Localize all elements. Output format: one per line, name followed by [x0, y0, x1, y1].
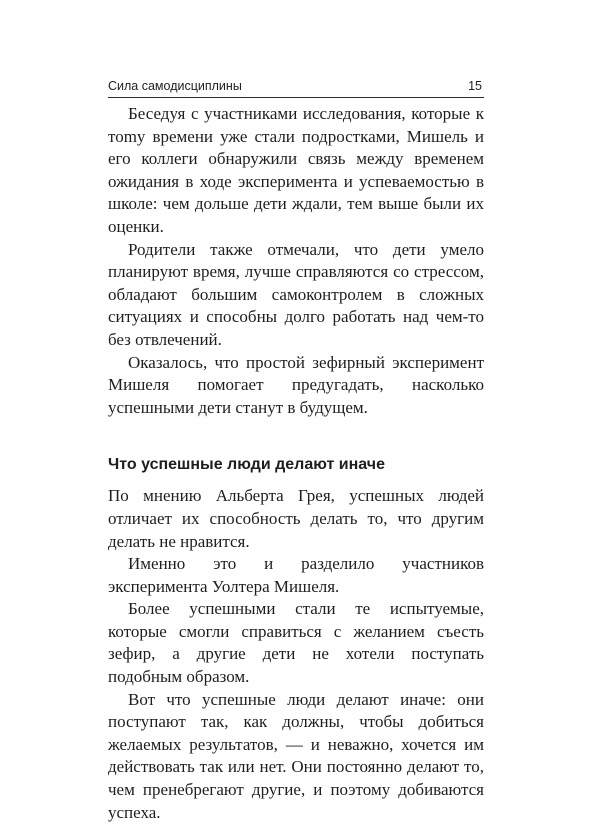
paragraph: Родители также отмечали, что дети умело планируют время, лучше справляются со стрессом, обладают большим самоконтролем в сложных ситуациях и способны долго работать над чем-то без отвлечений.: [108, 239, 484, 349]
body-text: [108, 103, 484, 824]
running-head: [108, 77, 484, 98]
paragraph: Более успешными стали те испытуемые, которые смогли справиться с желанием съесть зефир, а другие дети не хотели поступать подобным образом.: [108, 599, 484, 687]
running-head-title: Сила самодисциплины: [108, 79, 242, 93]
paragraph: Беседуя с участниками исследования, которые к тоmу времени уже стали подростками, Мишель и его коллеги обнаружили связь между временем ожидания в ходе эксперимента и успеваемостью в школе: чем дольше дети ждали, тем выше были их оценки.: [108, 104, 484, 236]
paragraph: По мнению Альберта Грея, успешных людей отличает их способность делать то, что другим делать не нравится.: [108, 486, 484, 551]
paragraph: Вот что успешные люди делают иначе: они поступают так, как должны, чтобы добиться желаемых результатов, — и неважно, хочется им действовать так или нет. Они постоянно делают то, чем пренебрегают другие, и поэтому добиваются успеха.: [108, 689, 484, 822]
page-number: 15: [468, 79, 482, 93]
paragraph: Именно это и разделило участников эксперимента Уолтера Мишеля.: [108, 554, 484, 596]
paragraph: Оказалось, что простой зефирный эксперимент Мишеля помогает предугадать, насколько успешными дети станут в будущем.: [108, 352, 484, 417]
section-heading: Что успешные люди делают иначе: [108, 456, 385, 474]
